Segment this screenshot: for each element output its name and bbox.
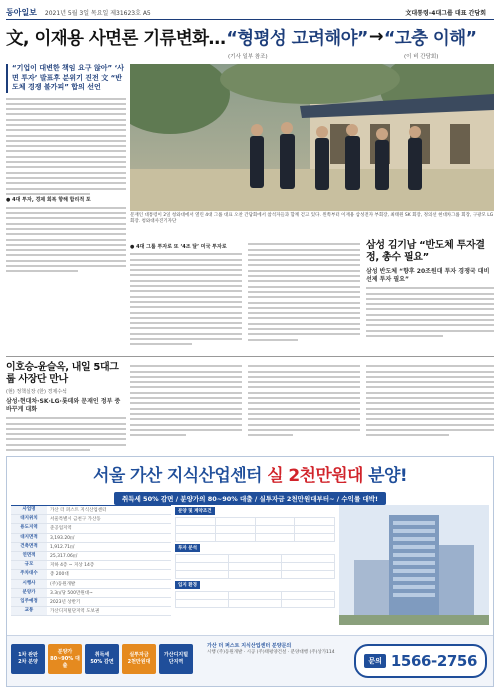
section-divider <box>6 356 494 357</box>
ad-spec-row <box>11 570 171 579</box>
ad-spec-row <box>11 506 171 515</box>
second-article-columns <box>130 362 360 452</box>
ad-footer-lines: 시행 (주)동원개발 · 시공 (주)태평양건설 · 분양대행 (주)상가114 <box>207 650 335 655</box>
ad-badge-line2: 80~90% 대출 <box>50 655 80 669</box>
ad-spec-table <box>11 505 171 625</box>
second-article <box>6 362 126 452</box>
ad-badge <box>11 644 45 674</box>
page-headline <box>6 22 494 52</box>
ad-badge <box>159 644 193 674</box>
ad-title-highlight: 실 2천만원대 <box>267 466 363 486</box>
ad-spec-value: (주)동원개발 <box>50 581 76 587</box>
ad-spec-key: 교통 <box>11 607 47 615</box>
ad-spec-row <box>11 589 171 598</box>
ad-badge-line2: 2천만원대 <box>127 659 151 665</box>
second-headline: 이호승-윤슬옥, 내일 5대그룹 사장단 만나 <box>6 362 119 385</box>
headline-part3: “고충 이해” <box>383 28 477 49</box>
ad-spec-key: 건축면적 <box>11 543 47 551</box>
ad-spec-value: 지하 4층 ~ 지상 14층 <box>50 563 95 569</box>
photo-caption: 문재인 대통령이 2일 청와대에서 열린 4대 그룹 대표 오찬 간담회에서 참석자들과 함께 걷고 있다. 왼쪽부터 이재용 삼성전자 부회장, 최태원 SK 회장, 정의선 현대차그룹 회장, 구광모 LG 회장. 청와대사진기자단 <box>130 213 494 224</box>
ad-spec-value: 1,912.71㎡ <box>50 544 75 550</box>
ad-spec-key: 대지위치 <box>11 515 47 523</box>
real-estate-ad <box>6 456 494 687</box>
ad-chip-location: 입지 환경 <box>175 581 200 589</box>
ad-badge-line1: 1차 완판 <box>18 652 38 658</box>
ad-spec-key: 주차대수 <box>11 570 47 578</box>
samsung-headline: 삼성 김기남 “반도체 투자결정, 총수 필요” <box>366 240 485 263</box>
headline-captions <box>6 52 494 60</box>
ad-spec-key: 시행사 <box>11 580 47 588</box>
ad-badge <box>48 644 82 674</box>
ad-subtitle: 취득세 50% 감면 / 분양가의 80~90% 대출 / 실투자금 2천만원대부터~ / 수익률 대박! <box>114 492 386 505</box>
ad-terms-table <box>175 517 335 542</box>
ad-phone-number: 1566-2756 <box>390 652 477 670</box>
ad-spec-value: 총 200대 <box>50 572 69 578</box>
ad-spec-row <box>11 598 171 607</box>
ad-footer <box>7 635 493 686</box>
headline-part1: 文, 이재용 사면론 기류변화… <box>6 28 226 49</box>
lead-subhead: “기업이 대변한 책임 요구 않아” ‘사면 투자’ 발표후 분위기 진전 文 “반도체 경쟁 불가피” 합의 선언 <box>6 64 126 93</box>
ad-call-label: 문의 <box>364 654 386 668</box>
ad-spec-row <box>11 580 171 589</box>
masthead <box>6 5 494 20</box>
lead-body <box>6 98 126 273</box>
ad-badge-line1: 분양가 <box>57 648 73 655</box>
ad-spec-value: 서울특별시 금천구 가산동 <box>50 517 101 523</box>
lead-smallhead: ● 4대 투자, 경제 회복 향해 합리적 포 <box>6 197 91 204</box>
ad-badge-line2: 2차 분양 <box>18 659 38 665</box>
ad-badge <box>85 644 119 674</box>
ad-chip-investment: 투자 분석 <box>175 544 200 552</box>
caption-left: (기사 일부 참조) <box>228 54 268 60</box>
headline-arrow: → <box>368 27 383 47</box>
ad-title <box>7 457 493 486</box>
ad-spec-value: 가산 더 퍼스트 지식산업센터 <box>50 508 107 514</box>
ad-call-button[interactable] <box>354 644 487 678</box>
news-photo <box>130 64 494 211</box>
ad-spec-value: 준공업지역 <box>50 526 72 532</box>
ad-invest-table <box>175 554 335 579</box>
second-subhead: 삼성·현대차·SK·LG·롯데와 문재인 정부 중 바꾸게 대화 <box>6 398 121 413</box>
ad-spec-row <box>11 607 171 616</box>
ad-location-table <box>175 591 335 608</box>
lead-article <box>6 64 126 352</box>
ad-spec-value: 3,193.20㎡ <box>50 535 75 541</box>
section-title: 文대통령-4대그룹 대표 간담회 <box>405 9 486 17</box>
ad-title-main: 서울 가산 지식산업센터 <box>93 466 268 486</box>
mid-smallhead: ● 4대 그룹 투자로 또 ‘4조 달’ 미국 투자로 <box>130 244 227 250</box>
ad-spec-key: 연면적 <box>11 552 47 560</box>
caption-right: (이 비 간담회) <box>404 54 439 60</box>
samsung-article-cont <box>366 362 494 452</box>
newspaper-logo: 동아일보 <box>6 6 37 17</box>
ad-spec-row <box>11 524 171 533</box>
ad-spec-row <box>11 552 171 561</box>
ad-spec-key: 분양가 <box>11 589 47 597</box>
ad-spec-key: 대지면적 <box>11 534 47 542</box>
ad-badge-line1: 취득세 <box>94 652 110 658</box>
ad-building-image <box>339 505 489 625</box>
ad-spec-value: 25,317.06㎡ <box>50 554 78 560</box>
article-column-3 <box>248 240 360 352</box>
ad-badge-line2: 단지역 <box>168 659 184 665</box>
ad-badges <box>11 644 193 674</box>
ad-title-end: 분양! <box>362 466 407 486</box>
ad-spec-row <box>11 561 171 570</box>
ad-badge-line1: 가산디지털 <box>163 652 189 658</box>
ad-banner <box>7 457 493 501</box>
ad-spec-row <box>11 534 171 543</box>
second-byline: (현) 정책실장 (한) 경제수석 <box>6 389 67 395</box>
ad-badge <box>122 644 156 674</box>
ad-badge-line2: 50% 감면 <box>90 659 114 665</box>
article-column-2 <box>130 240 242 352</box>
ad-spec-key: 규모 <box>11 561 47 569</box>
ad-spec-row <box>11 515 171 524</box>
ad-footer-title: 가산 더 퍼스트 지식산업센터 분양문의 <box>207 643 292 649</box>
samsung-lead: 삼성 반도체 “향후 20조원대 투자 경쟁국 대비 선제 투자 필요” <box>366 268 490 283</box>
ad-badge-line1: 실투자금 <box>129 652 149 658</box>
ad-center <box>175 505 335 625</box>
headline-part2: “형평성 고려해야” <box>226 28 368 49</box>
ad-spec-value: 3.3㎡당 500만원대~ <box>50 590 93 596</box>
issue-date: 2021년 5월 3일 목요일 제31623호 A5 <box>44 9 151 17</box>
ad-spec-value: 2023년 상반기 <box>50 599 81 605</box>
ad-spec-value: 가산디지털단지역 도보권 <box>50 609 100 615</box>
ad-chip-terms: 분양 및 계약조건 <box>175 507 215 515</box>
samsung-article <box>366 240 494 352</box>
ad-spec-key: 용도지역 <box>11 524 47 532</box>
ad-body <box>11 505 489 625</box>
ad-spec-row <box>11 543 171 552</box>
ad-spec-key: 사업명 <box>11 506 47 514</box>
ad-spec-key: 입주예정 <box>11 598 47 606</box>
